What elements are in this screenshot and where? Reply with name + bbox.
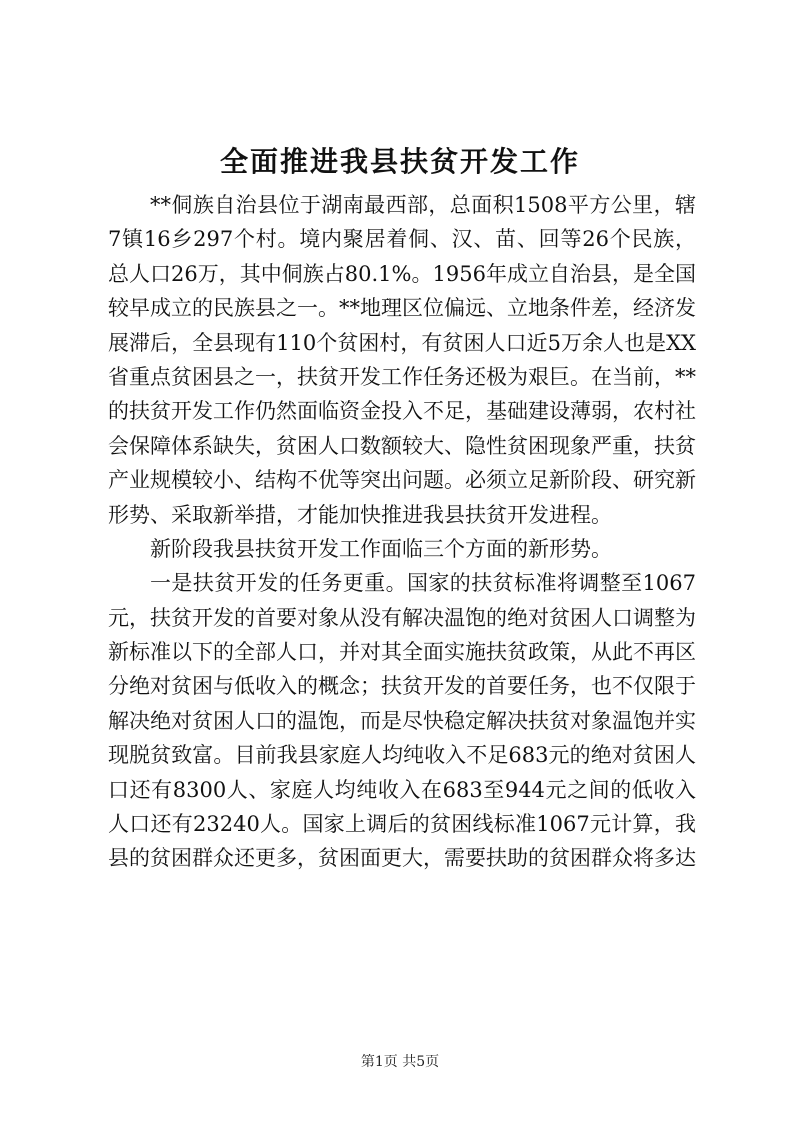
text-line: 元，扶贫开发的首要对象从没有解决温饱的绝对贫困人口调整为 [108, 605, 696, 630]
text-line: 一是扶贫开发的任务更重。国家的扶贫标准将调整至1067 [150, 571, 696, 596]
text-line: 展滞后，全县现有110个贫困村，有贫困人口近5万余人也是XX [108, 330, 696, 355]
text-line: 的扶贫开发工作仍然面临资金投入不足，基础建设薄弱，农村社 [108, 399, 696, 424]
text-line: 现脱贫致富。目前我县家庭人均纯收入不足683元的绝对贫困人 [108, 743, 696, 768]
text-line: 分绝对贫困与低收入的概念；扶贫开发的首要任务，也不仅限于 [108, 674, 696, 699]
text-line: **侗族自治县位于湖南最西部，总面积1508平方公里，辖 [150, 193, 696, 217]
text-line: 人口还有23240人。国家上调后的贫困线标准1067元计算，我 [108, 812, 696, 837]
text-line: 省重点贫困县之一，扶贫开发工作任务还极为艰巨。在当前，** [108, 364, 696, 389]
text-line: 较早成立的民族县之一。**地理区位偏远、立地条件差，经济发 [108, 296, 696, 321]
document-title: 全面推进我县扶贫开发工作 [219, 145, 580, 178]
text-line: 县的贫困群众还更多，贫困面更大，需要扶助的贫困群众将多达 [108, 846, 696, 871]
text-line: 新阶段我县扶贫开发工作面临三个方面的新形势。 [150, 536, 612, 561]
text-line: 会保障体系缺失，贫困人口数额较大、隐性贫困现象严重，扶贫 [108, 433, 696, 458]
paragraph-task-heavier [108, 566, 696, 875]
text-line: 口还有8300人、家庭人均纯收入在683至944元之间的低收入 [108, 777, 696, 802]
text-line: 形势、采取新举措，才能加快推进我县扶贫开发进程。 [108, 502, 612, 527]
text-line: 解决绝对贫困人口的温饱，而是尽快稳定解决扶贫对象温饱并实 [108, 708, 696, 733]
text-line: 总人口26万，其中侗族占80.1%。1956年成立自治县，是全国 [108, 261, 696, 286]
page-footer: 第1页 共5页 [360, 1054, 440, 1070]
document-body [108, 188, 696, 876]
paragraph-intro [108, 188, 696, 532]
text-line: 产业规模较小、结构不优等突出问题。必须立足新阶段、研究新 [108, 468, 696, 493]
paragraph-new-situation [108, 532, 696, 566]
text-line: 7镇16乡297个村。境内聚居着侗、汉、苗、回等26个民族， [108, 227, 696, 252]
text-line: 新标准以下的全部人口，并对其全面实施扶贫政策，从此不再区 [108, 640, 696, 665]
